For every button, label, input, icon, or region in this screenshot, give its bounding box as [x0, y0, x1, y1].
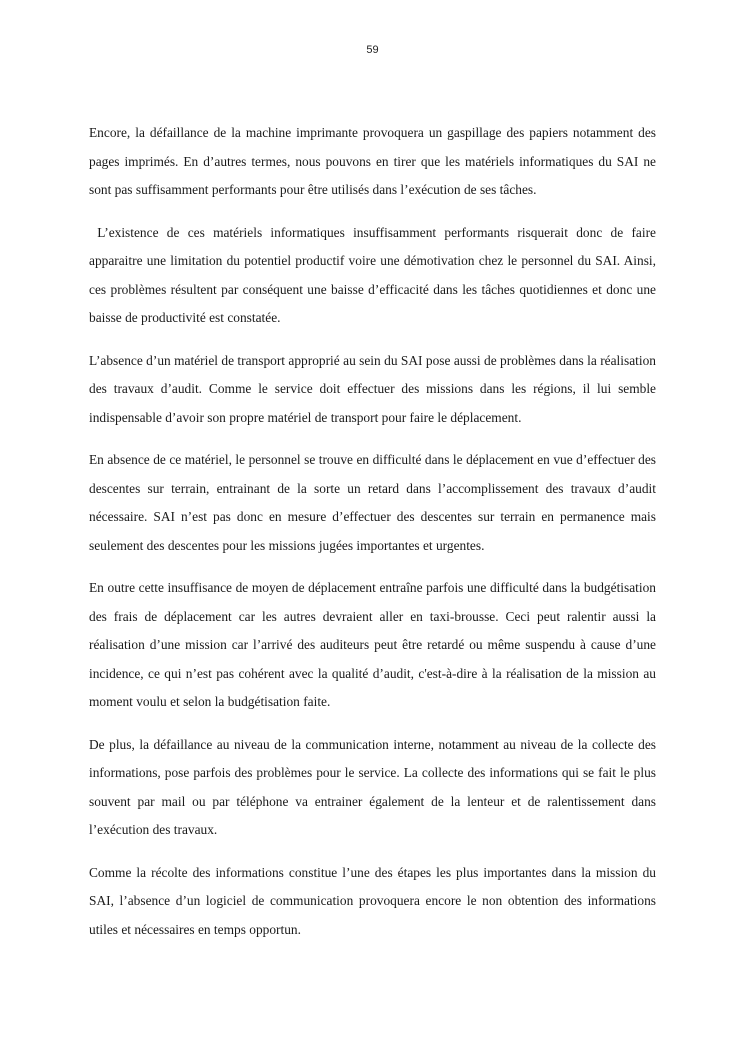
paragraph-2: L’existence de ces matériels informatiques insuffisamment performants risquerait donc de faire apparaitre une limitation du potentiel productif voire une démotivation chez le personnel du SAI. Ainsi, ces problèmes résultent par conséquent une baisse d’efficacité dans les tâches quotidiennes et donc une baisse de productivité est constatée. [89, 224, 663, 325]
paragraph-1: Encore, la défaillance de la machine imprimante provoquera un gaspillage des papiers notamment des pages imprimés. En d’autres termes, nous pouvons en tirer que les matériels informatiques du SAI ne sont pas suffisamment performants pour être utilisés dans l’exécution de ses tâches. [89, 125, 656, 197]
paragraph-4: En absence de ce matériel, le personnel se trouve en difficulté dans le déplacement en vue d’effectuer des descentes sur terrain, entrainant de la sorte un retard dans l’accomplissement des travaux d’audit nécessaire. SAI n’est pas donc en mesure d’effectuer des descentes sur terrain en permanence mais seulement des descentes pour les missions jugées importantes et urgentes. [89, 452, 656, 553]
document-body [89, 119, 663, 958]
paragraph-7: Comme la récolte des informations constitue l’une des étapes les plus importantes dans la mission du SAI, l’absence d’un logiciel de communication provoquera encore le non obtention des informations utiles et nécessaires en temps opportun. [89, 864, 656, 937]
paragraph-3: L’absence d’un matériel de transport approprié au sein du SAI pose aussi de problèmes dans la réalisation des travaux d’audit. Comme le service doit effectuer des missions dans les régions, il lui semble indispensable d’avoir son propre matériel de transport pour faire le déplacement. [89, 352, 656, 425]
paragraph-6: De plus, la défaillance au niveau de la communication interne, notamment au niveau de la collecte des informations, pose parfois des problèmes pour le service. La collecte des informations qui se fait le plus souvent par mail ou par téléphone va entrainer également de la lenteur et de ralentissement dans l’exécution des travaux. [89, 736, 656, 837]
paragraph-5: En outre cette insuffisance de moyen de déplacement entraîne parfois une difficulté dans la budgétisation des frais de déplacement car les autres devraient aller en taxi-brousse. Ceci peut ralentir aussi la réalisation d’une mission car l’arrivé des auditeurs peut être retardé ou même suspendu à cause d’une incidence, ce qui n’est pas cohérent avec la qualité d’audit, c'est-à-dire à la réalisation de la mission au moment voulu et selon la budgétisation faite. [89, 580, 656, 709]
page-number: 59 [366, 44, 379, 56]
